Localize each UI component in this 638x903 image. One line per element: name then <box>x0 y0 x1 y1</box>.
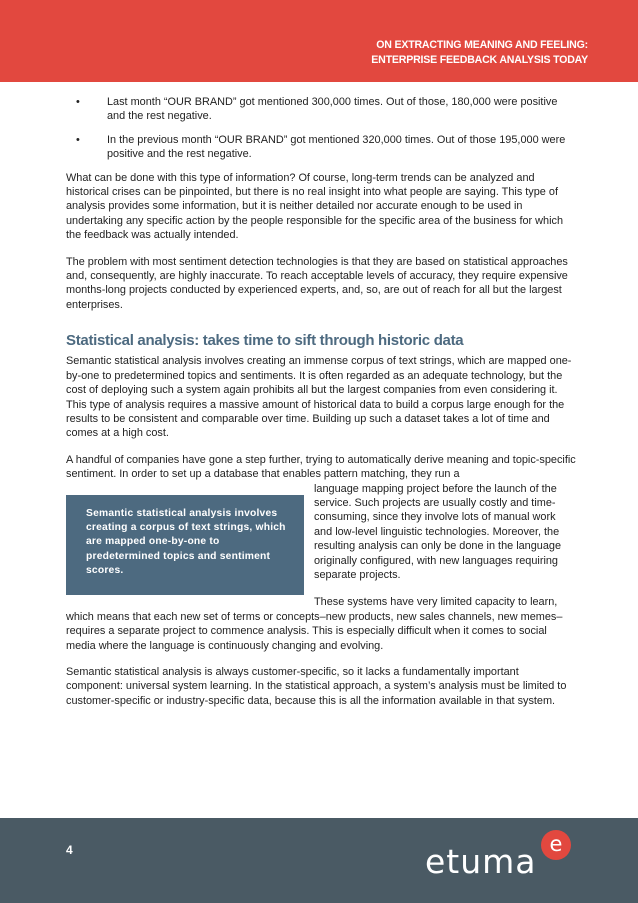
bullet-text: In the previous month “OUR BRAND” got mentioned 320,000 times. Out of those 195,000 were positive and the rest negative. <box>107 133 566 161</box>
paragraph-lead: A handful of companies have gone a step further, trying to automatically derive meaning and topic-specific sentiment. In order to set up a database that enables pattern matching, they run a <box>66 453 576 481</box>
document-title <box>288 38 588 68</box>
paragraph: The problem with most sentiment detection technologies is that they are based on statistical approaches and, consequently, are highly inaccurate. To reach acceptable levels of accuracy, they require expensive months-long projects conducted by experienced experts, and, so, are out of reach for all but the largest enterprises. <box>66 255 568 311</box>
callout-wrap-section <box>66 453 576 653</box>
document-title-line-2: ENTERPRISE FEEDBACK ANALYSIS TODAY <box>371 54 588 66</box>
logo-wordmark: etuma <box>425 842 537 881</box>
logo-badge-icon <box>541 830 571 860</box>
paragraph-wrap: language mapping project before the launch of the service. Such projects are usually costly and time-consuming, since they involve lots of manual work and low-level linguistic technologies. Moreover, the resulting analysis can only be done in the language originally configured, with new languages requiring separate projects. <box>314 482 562 581</box>
logo-badge-letter: e <box>549 832 563 856</box>
document-title-line-1: ON EXTRACTING MEANING AND FEELING: <box>376 39 588 51</box>
paragraph: Semantic statistical analysis is always customer-specific, so it lacks a fundamentally important component: universal system learning. In the statistical approach, a system’s analysis must be limited to customer-specific or industry-specific data, because this is all the information available in that system. <box>66 666 567 707</box>
bullet-marker: • <box>76 133 80 146</box>
bullet-marker: • <box>76 96 80 108</box>
bullet-text: Last month “OUR BRAND” got mentioned 300,000 times. Out of those, 180,000 were positive and the rest negative. <box>107 96 558 123</box>
etuma-logo <box>425 832 575 886</box>
page-number: 4 <box>66 843 73 857</box>
paragraph-wrap: These systems have very limited capacity to learn, which means that each new set of terms or concepts–new products, new sales channels, new memes–requires a separate project to commence analysis. This is especially difficult when it comes to social media where the language is continuously changing and evolving. <box>66 596 563 652</box>
paragraph <box>66 453 576 653</box>
bullet-item <box>66 133 576 162</box>
section-heading: Statistical analysis: takes time to sift through historic data <box>66 332 464 350</box>
header-bar <box>0 0 638 82</box>
pull-quote-callout: Semantic statistical analysis involves creating a corpus of text strings, which are mapped one-by-one to predetermined topics and sentiment scores. <box>66 495 304 595</box>
paragraph: What can be done with this type of information? Of course, long-term trends can be analyzed and historical crises can be pinpointed, but there is no real insight into what people are saying. This type of analysis provides some information, but it is neither detailed nor accurate enough to be used in undertaking any specific action by the people responsible for the specific area of the business for which the feedback was actually intended. <box>66 171 564 242</box>
page-content <box>66 95 576 720</box>
paragraph: Semantic statistical analysis involves creating an immense corpus of text strings, which are mapped one-by-one to predetermined topics and sentiments. It is often regarded as an adequate technology, but the cost of deploying such a system again prohibits all but the largest companies from even considering it. This type of analysis requires a massive amount of historical data to build a corpus large enough for the results to be consistent and comparable over time. Building up such a dataset takes a lot of time and comes at a high cost. <box>66 355 572 440</box>
bullet-item <box>66 95 576 124</box>
